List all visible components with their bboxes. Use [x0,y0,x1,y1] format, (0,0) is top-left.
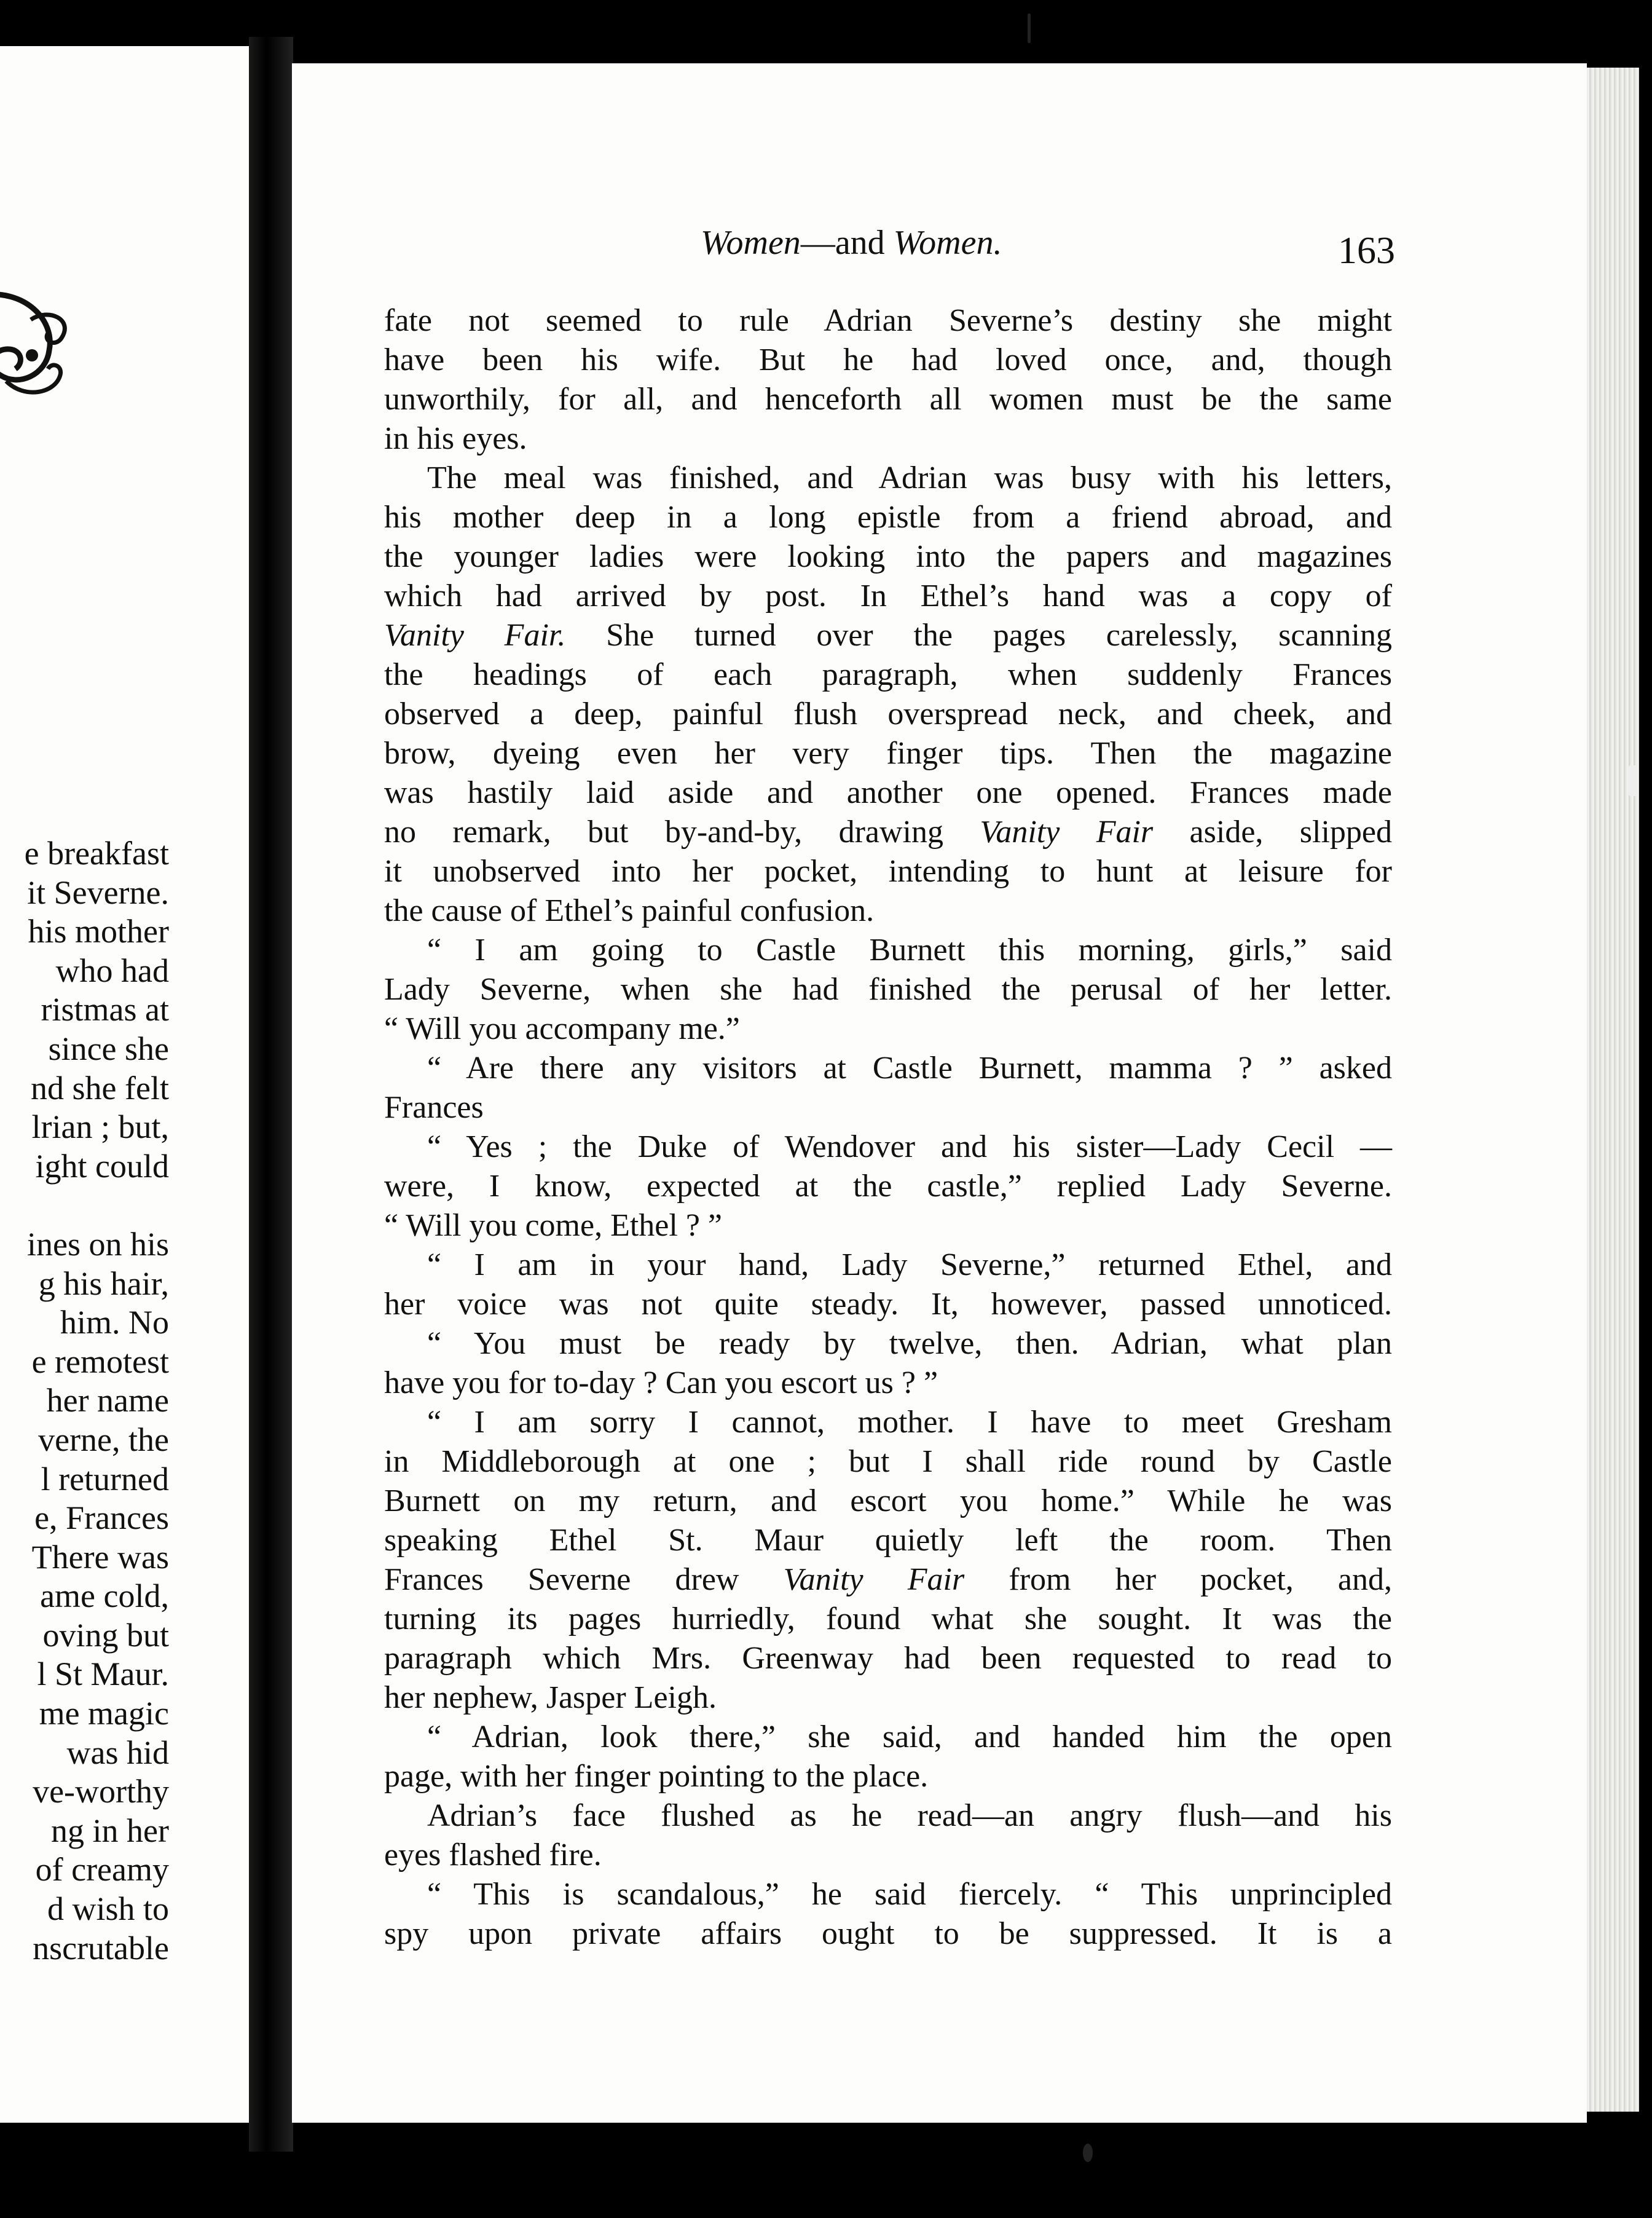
text-segment: Frances Severne drew [384,1562,784,1597]
left-page-line: his mother [28,913,169,950]
left-page-line: me magic [39,1695,169,1732]
text-line: were, I know, expected at the castle,” replied Lady Severne. [384,1169,1392,1204]
left-page-line: ame cold, [40,1577,169,1615]
left-page-line: l returned [41,1460,169,1498]
left-page-line: lrian ; but, [31,1108,169,1146]
text-line: page, with her finger pointing to the place. [384,1759,929,1794]
left-page-line: There was [31,1538,169,1576]
text-line: it unobserved into her pocket, intending to hunt at leisure for [384,854,1392,889]
ornament-icon [0,283,80,406]
text-segment: She turned over the pages carelessly, scanning [565,618,1392,653]
text-line: spy upon private affairs ought to be suppressed. It is a [384,1916,1392,1951]
text-line: unworthily, for all, and henceforth all women must be the same [384,382,1392,417]
body-text [384,301,1392,1954]
text-line: turning its pages hurriedly, found what she sought. It was the [384,1601,1392,1636]
left-page-text-fragments [0,834,169,1968]
left-page-line: ng in her [51,1812,169,1849]
text-line: her nephew, Jasper Leigh. [384,1680,717,1715]
text-line: Lady Severne, when she had finished the perusal of her letter. [384,972,1392,1007]
left-page-line: of creamy [35,1851,169,1888]
page-edges [1587,68,1639,2112]
left-page-line: oving but [42,1616,169,1654]
text-line: in Middleborough at one ; but I shall ride round by Castle [384,1444,1392,1479]
text-line: have you for to-day ? Can you escort us ? ” [384,1365,938,1400]
page-number: 163 [1338,230,1395,272]
text-line: “ Are there any visitors at Castle Burnett, mamma ? ” asked [427,1051,1392,1086]
left-page-line: d wish to [47,1890,169,1928]
running-head [701,223,1002,262]
left-page-line: who had [55,952,169,989]
text-line: the cause of Ethel’s painful confusion. [384,893,875,928]
left-page-line: e breakfast [24,835,169,872]
text-line: the headings of each paragraph, when suddenly Frances [384,657,1392,692]
left-page-line: it Severne. [27,874,169,911]
text-line: “ You must be ready by twelve, then. Adrian, what plan [427,1326,1392,1361]
italic-title: Vanity Fair [980,815,1154,850]
text-line: “ I am in your hand, Lady Severne,” returned Ethel, and [427,1247,1392,1282]
text-line: “ Will you accompany me.” [384,1011,740,1046]
left-page-line: ristmas at [41,991,169,1028]
text-line [384,1560,1392,1600]
italic-title: Vanity Fair. [384,618,566,653]
left-page-line: ight could [35,1147,169,1185]
text-line: “ Yes ; the Duke of Wendover and his sister—Lady Cecil — [427,1129,1392,1164]
book-gutter [249,37,293,2152]
text-line: which had arrived by post. In Ethel’s hand was a copy of [384,578,1392,614]
text-line: have been his wife. But he had loved once, and, though [384,342,1392,377]
left-page-line: nscrutable [33,1929,169,1967]
text-line: “ I am sorry I cannot, mother. I have to meet Gresham [427,1405,1392,1440]
text-line: “ Adrian, look there,” she said, and handed him the open [427,1719,1392,1754]
text-segment: no remark, but by-and-by, drawing [384,815,980,850]
running-head-part2: —and [800,224,894,262]
text-line: the younger ladies were looking into the papers and magazines [384,539,1392,574]
text-line: Frances [384,1090,484,1125]
text-line: “ This is scandalous,” he said fiercely. “ This unprincipled [427,1877,1392,1912]
text-segment: aside, slipped [1153,815,1392,850]
left-page-gap [0,1186,169,1225]
running-head-part1: Women [701,224,801,262]
scan-speck [1629,765,1637,796]
left-facing-page [0,46,249,2123]
left-page-line: g his hair, [38,1265,169,1302]
text-line: observed a deep, painful flush overspread neck, and cheek, and [384,697,1392,732]
italic-title: Vanity Fair [783,1562,965,1597]
text-line: Adrian’s face flushed as he read—an angry flush—and his [427,1798,1392,1833]
left-page-line: ines on his [26,1225,169,1263]
left-page-line: e remotest [31,1343,169,1380]
page-header [701,218,1401,274]
scan-speck [1028,14,1031,43]
text-line: eyes flashed fire. [384,1837,602,1873]
left-page-line: her name [46,1382,169,1419]
text-line: speaking Ethel St. Maur quietly left the room. Then [384,1523,1392,1558]
text-line: was hastily laid aside and another one opened. Frances made [384,775,1392,810]
text-segment: from her pocket, and, [964,1562,1393,1597]
left-page-line: nd she felt [31,1069,169,1107]
text-line: her voice was not quite steady. It, however, passed unnoticed. [384,1287,1392,1322]
left-page-line: l St Maur. [37,1656,169,1693]
left-page-line: e, Frances [34,1499,169,1537]
running-head-part3: Women. [893,224,1002,262]
left-page-line: was hid [66,1734,169,1771]
text-line: fate not seemed to rule Adrian Severne’s destiny she might [384,303,1392,338]
left-page-line: ve-worthy [33,1773,169,1810]
text-line: his mother deep in a long epistle from a friend abroad, and [384,500,1392,535]
text-line [384,813,1392,852]
text-line: paragraph which Mrs. Greenway had been requested to read to [384,1641,1392,1676]
text-line: Burnett on my return, and escort you home.” While he was [384,1483,1392,1518]
text-line: “ I am going to Castle Burnett this morning, girls,” said [427,933,1392,968]
scan-speck [1083,2144,1093,2162]
text-line: The meal was finished, and Adrian was busy with his letters, [427,460,1392,495]
text-line [384,616,1392,655]
left-page-line: him. No [60,1304,169,1341]
text-line: in his eyes. [384,421,527,456]
text-line: brow, dyeing even her very finger tips. Then the magazine [384,736,1392,771]
left-page-line: since she [48,1030,169,1067]
text-line: “ Will you come, Ethel ? ” [384,1208,722,1243]
left-page-line: verne, the [38,1421,169,1458]
